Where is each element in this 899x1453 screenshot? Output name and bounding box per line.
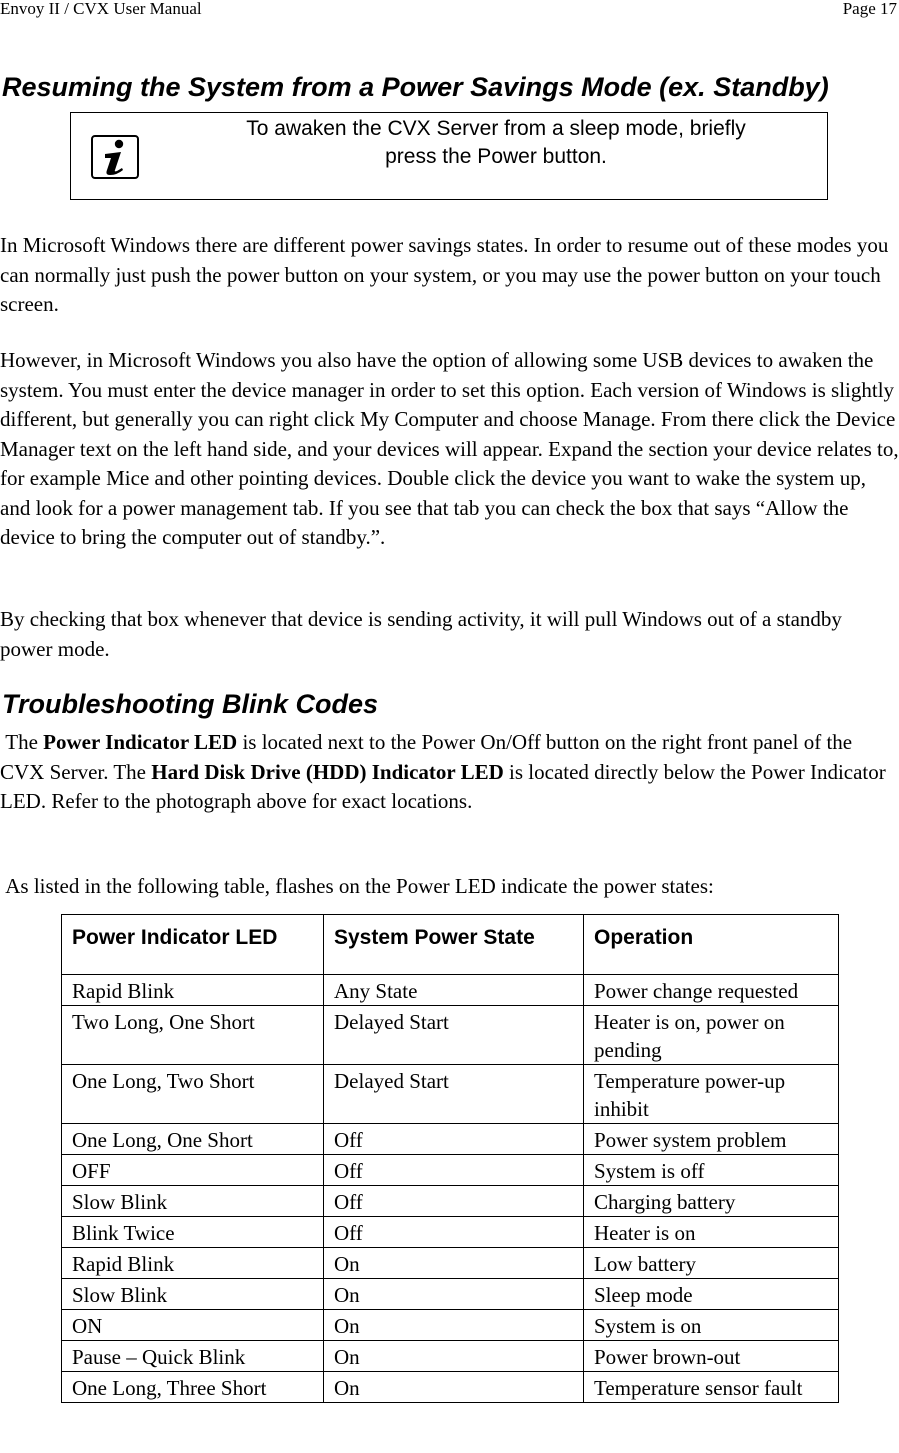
table-cell: Sleep mode — [584, 1279, 839, 1310]
table-row — [62, 1124, 839, 1155]
table-cell: System is on — [584, 1310, 839, 1341]
table-cell: One Long, One Short — [62, 1124, 324, 1155]
table-cell: Blink Twice — [62, 1217, 324, 1248]
table-cell: Power brown-out — [584, 1341, 839, 1372]
info-icon — [91, 135, 139, 179]
column-header: Operation — [584, 915, 839, 975]
table-cell: Delayed Start — [324, 1065, 584, 1124]
table-row — [62, 1341, 839, 1372]
table-cell: Low battery — [584, 1248, 839, 1279]
paragraph-checkbox: By checking that box whenever that device is sending activity, it will pull Windows out of a standby power mode. — [0, 607, 842, 661]
note-text — [181, 115, 811, 171]
hdd-indicator-led-label: Hard Disk Drive (HDD) Indicator LED — [151, 759, 504, 784]
table-cell: On — [324, 1310, 584, 1341]
table-cell: One Long, Three Short — [62, 1372, 324, 1403]
table-cell: On — [324, 1341, 584, 1372]
intro-text-c: is located next to the Power On/Off button on the right front panel of the CVX Server. The — [0, 730, 853, 784]
intro-text-e: is located directly below the Power Indicator LED. Refer to the photograph above for exact locations. — [0, 759, 886, 813]
table-cell: On — [324, 1372, 584, 1403]
section-title-blink-codes: Troubleshooting Blink Codes — [2, 689, 379, 719]
table-cell: Two Long, One Short — [62, 1006, 324, 1065]
blink-codes-table — [61, 914, 839, 1403]
table-cell: Temperature power-up inhibit — [584, 1065, 839, 1124]
table-row — [62, 1279, 839, 1310]
table-cell: Slow Blink — [62, 1279, 324, 1310]
table-row — [62, 1310, 839, 1341]
table-cell: On — [324, 1279, 584, 1310]
note-line-1: To awaken the CVX Server from a sleep mode, briefly — [246, 117, 746, 140]
paragraph-usb-wake: However, in Microsoft Windows you also have the option of allowing some USB devices to awaken the system. You must enter the device manager in order to set this option. Each version of Windows is slightly different, but generally you can right click My Computer and choose Manage. From there click the Device Manager text on the left hand side, and your devices will appear. Expand the section your device relates to, for example Mice and other pointing devices. Double click the device you want to wake the system up, and look for a power management tab. If you see that tab you can check the box that says “Allow the device to bring the computer out of standby.”. — [0, 348, 899, 549]
table-cell: System is off — [584, 1155, 839, 1186]
table-row — [62, 1217, 839, 1248]
table-cell: Charging battery — [584, 1186, 839, 1217]
column-header: System Power State — [324, 915, 584, 975]
table-row — [62, 1248, 839, 1279]
table-row — [62, 1006, 839, 1065]
table-cell: ON — [62, 1310, 324, 1341]
paragraph-table-intro — [0, 872, 899, 902]
power-indicator-led-label: Power Indicator LED — [43, 730, 238, 754]
table-cell: Off — [324, 1155, 584, 1186]
table-cell: One Long, Two Short — [62, 1065, 324, 1124]
table-row — [62, 1186, 839, 1217]
table-row — [62, 1065, 839, 1124]
table-cell: Heater is on, power on pending — [584, 1006, 839, 1065]
table-cell: Pause – Quick Blink — [62, 1341, 324, 1372]
table-cell: Off — [324, 1217, 584, 1248]
page-number: Page 17 — [842, 0, 897, 18]
table-row — [62, 1372, 839, 1403]
table-cell: Temperature sensor fault — [584, 1372, 839, 1403]
table-cell: On — [324, 1248, 584, 1279]
table-cell: Any State — [324, 975, 584, 1006]
paragraph-led-locations — [0, 728, 899, 817]
table-cell: Power system problem — [584, 1124, 839, 1155]
table-cell: Rapid Blink — [62, 1248, 324, 1279]
note-line-2: press the Power button. — [385, 145, 607, 168]
table-cell: Slow Blink — [62, 1186, 324, 1217]
table-row — [62, 975, 839, 1006]
table-cell: Heater is on — [584, 1217, 839, 1248]
table-row — [62, 1155, 839, 1186]
section-title-resuming: Resuming the System from a Power Savings Mode (ex. Standby) — [2, 72, 829, 102]
intro-text-a: The — [5, 730, 44, 754]
manual-title: Envoy II / CVX User Manual — [0, 0, 202, 18]
table-intro-text: As listed in the following table, flashes on the Power LED indicate the power states: — [5, 874, 714, 898]
table-cell: Delayed Start — [324, 1006, 584, 1065]
table-cell: Rapid Blink — [62, 975, 324, 1006]
table-header-row — [62, 915, 839, 975]
table-cell: Off — [324, 1124, 584, 1155]
table-cell: Off — [324, 1186, 584, 1217]
table-cell: OFF — [62, 1155, 324, 1186]
paragraph-power-states: In Microsoft Windows there are different power savings states. In order to resume out of these modes you can normally just push the power button on your system, or you may use the power button on your touch screen. — [0, 233, 889, 316]
table-cell: Power change requested — [584, 975, 839, 1006]
page-header — [0, 0, 899, 24]
note-box — [70, 112, 828, 200]
column-header: Power Indicator LED — [62, 915, 324, 975]
